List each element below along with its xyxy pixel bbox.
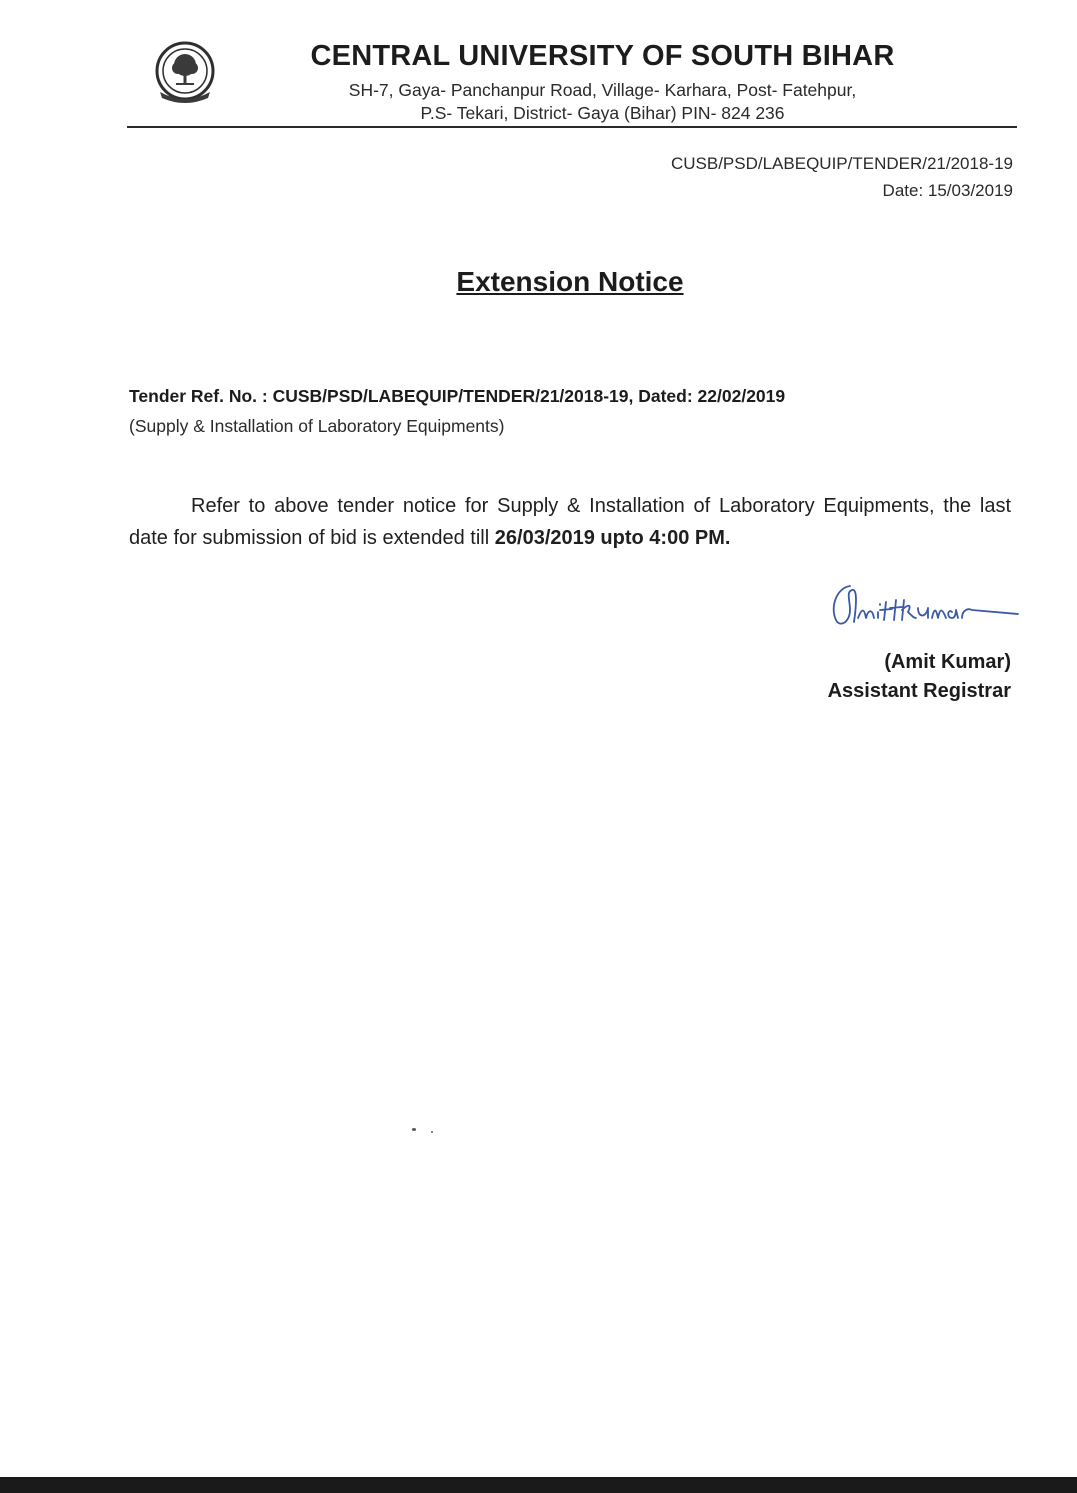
tender-reference: Tender Ref. No. : CUSB/PSD/LABEQUIP/TENDER/21/2018-19, Dated: 22/02/2019 (129, 386, 786, 406)
signature-icon (822, 578, 1032, 638)
address-line-2: P.S- Tekari, District- Gaya (Bihar) PIN- 824 236 (420, 103, 785, 123)
scan-bottom-edge (0, 1477, 1077, 1493)
notice-title: Extension Notice (456, 266, 684, 297)
signatory-name: (Amit Kumar) (884, 651, 1011, 673)
address-line-1: SH-7, Gaya- Panchanpur Road, Village- Karhara, Post- Fatehpur, (348, 80, 857, 100)
tender-subject: (Supply & Installation of Laboratory Equipments) (129, 416, 505, 436)
notice-body-text: Refer to above tender notice for Supply & Installation of Laboratory Equipments, the last date for submission of bid is extended till (129, 495, 1011, 549)
reference-number: CUSB/PSD/LABEQUIP/TENDER/21/2018-19 (670, 154, 1013, 173)
reference-date: Date: 15/03/2019 (882, 181, 1013, 200)
header-divider (127, 126, 1017, 128)
scan-speck (412, 1128, 416, 1131)
university-name: CENTRAL UNIVERSITY OF SOUTH BIHAR (310, 40, 895, 72)
signatory-title: Assistant Registrar (827, 680, 1011, 702)
deadline-text: 26/03/2019 upto 4:00 PM. (494, 527, 731, 549)
notice-body (129, 490, 1011, 554)
scan-speck (431, 1131, 433, 1133)
university-emblem-icon (152, 40, 218, 106)
